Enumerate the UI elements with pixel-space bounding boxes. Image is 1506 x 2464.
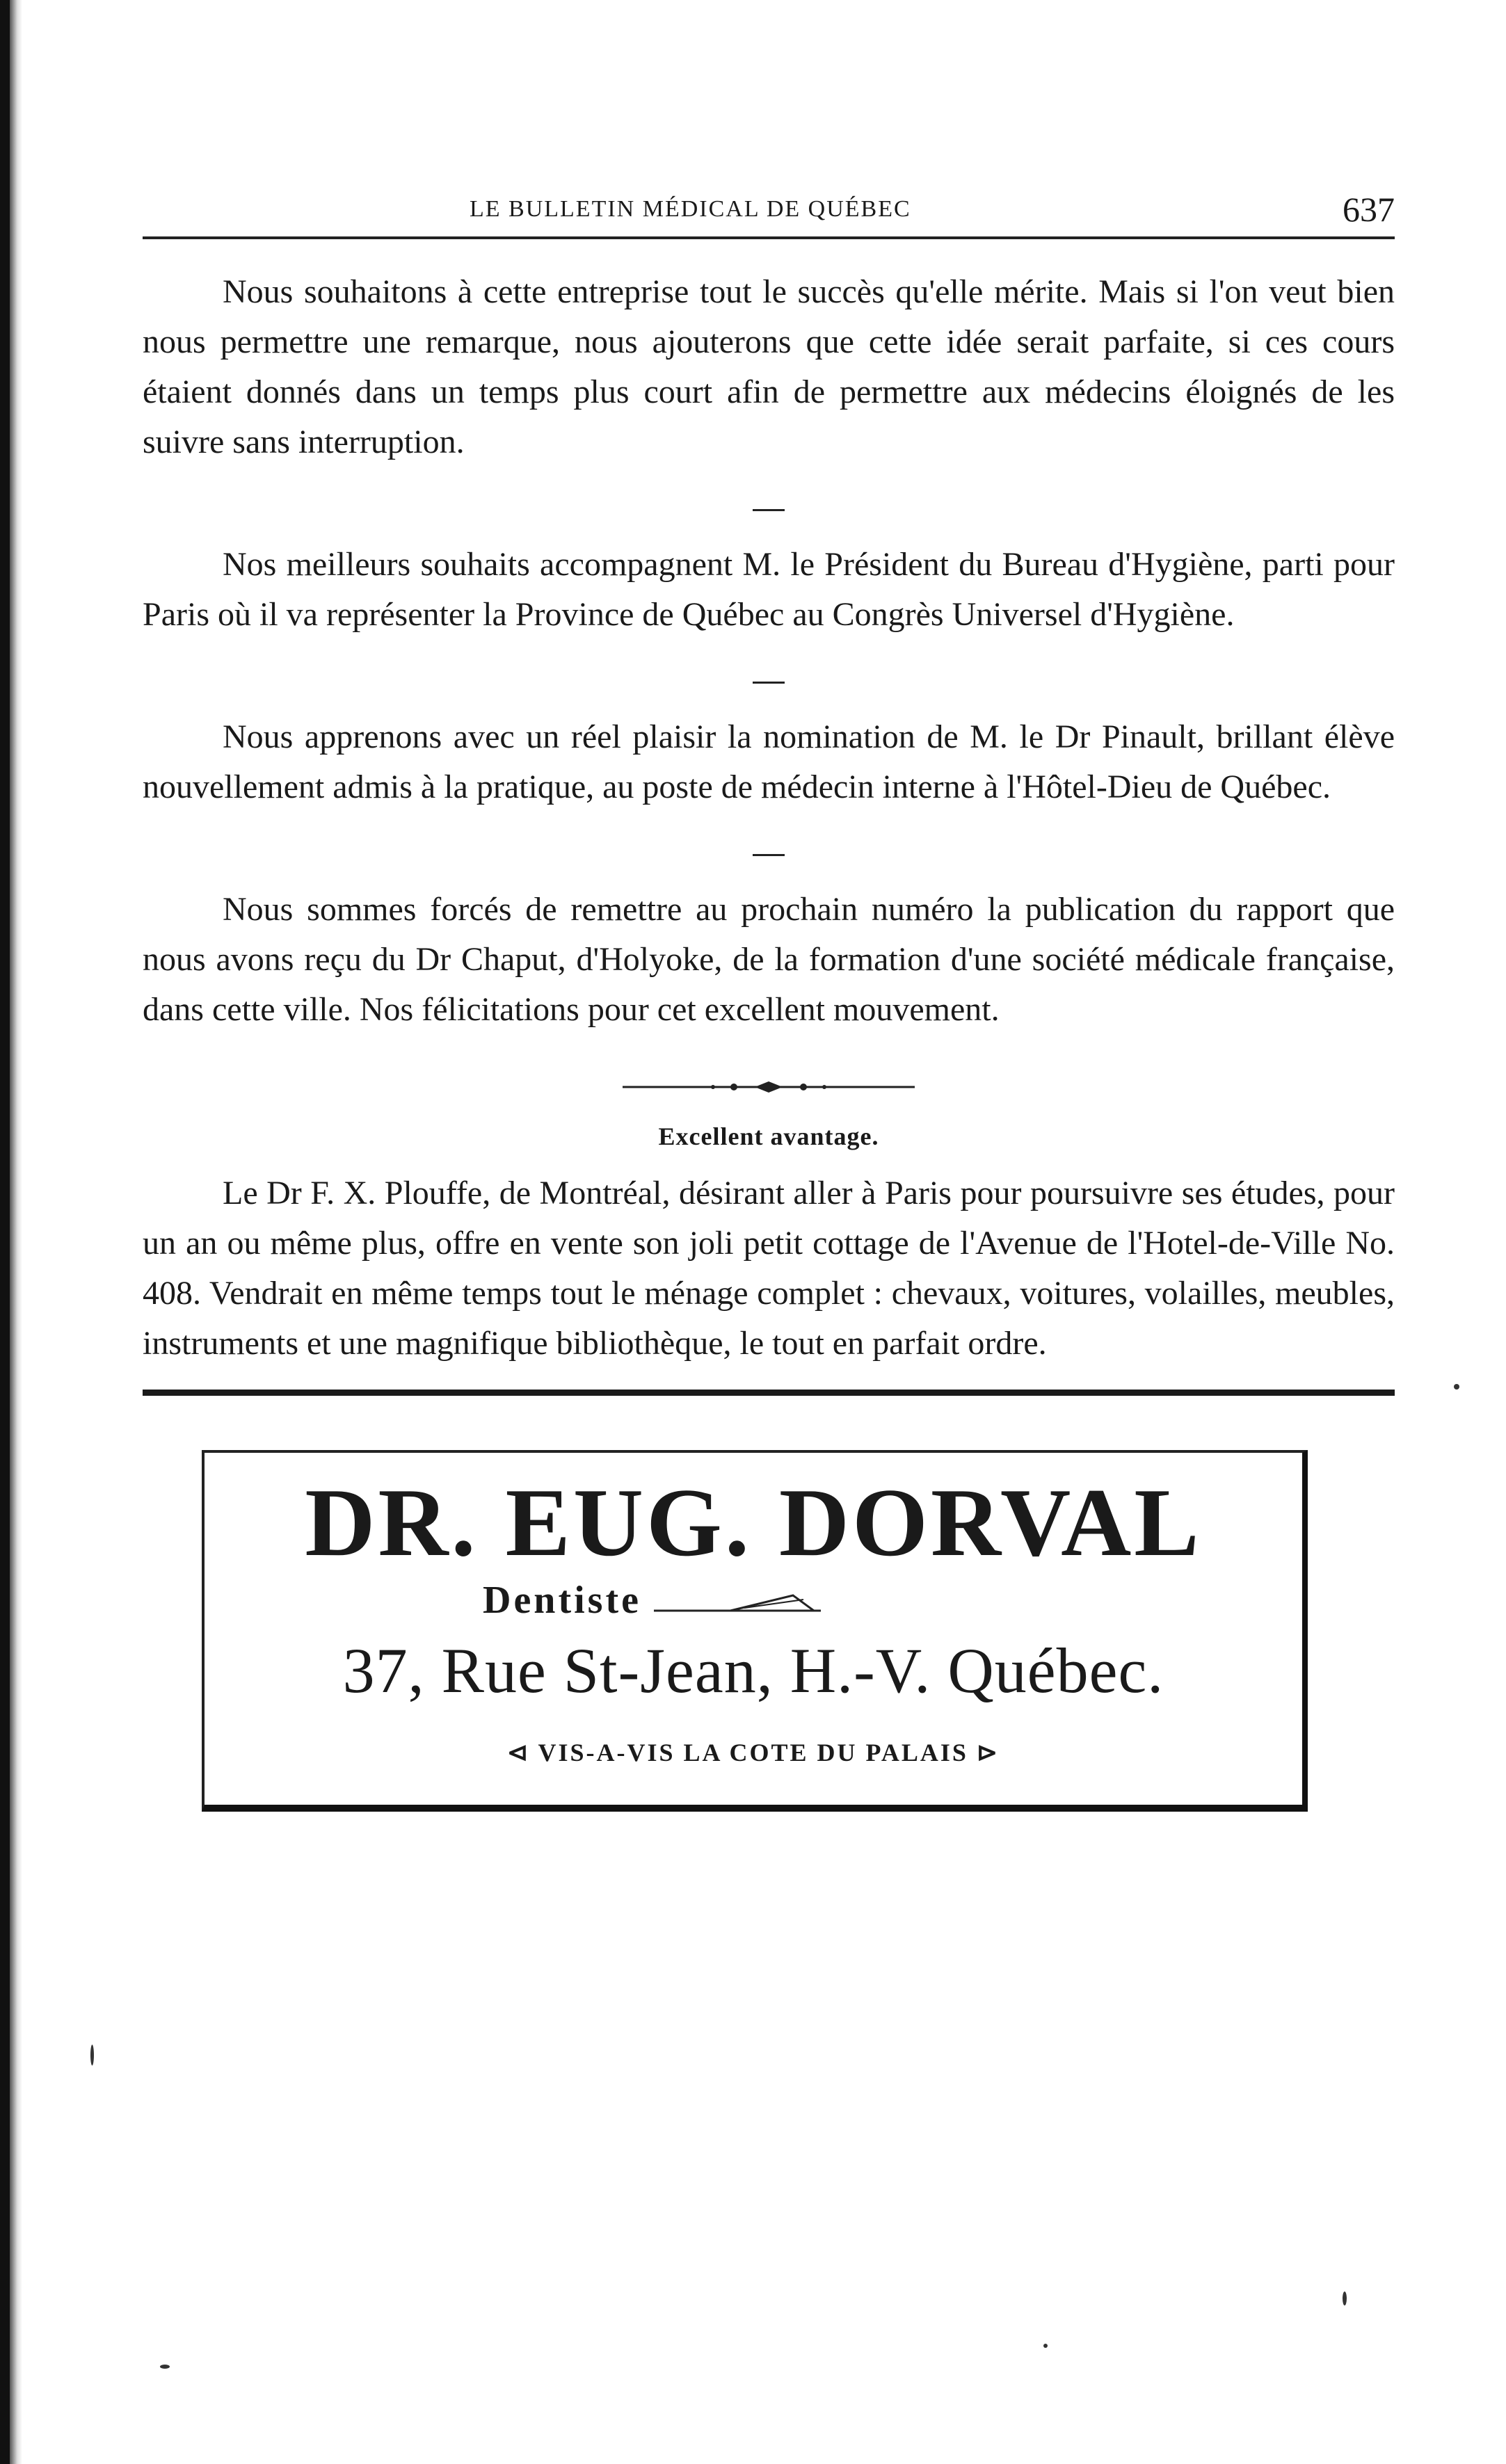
scan-binding-shadow [10, 0, 22, 2464]
advertisement-box [202, 1450, 1308, 1812]
editorial-notes [143, 267, 1395, 1035]
journal-page [143, 181, 1395, 1812]
profession-label: Dentiste [483, 1579, 641, 1622]
advertiser-tagline [205, 1738, 1302, 1767]
arrow-right-icon: ⊳ [976, 1739, 1000, 1766]
advertiser-address: 37, Rue St-Jean, H.-V. Québec. [342, 1635, 1164, 1706]
advertiser-profession [483, 1578, 821, 1622]
separator-dash [143, 661, 1395, 689]
ornament-rule-icon [623, 1077, 915, 1097]
notice-title: Excellent avantage. [658, 1122, 879, 1150]
paragraph-hygiene-congress: Nos meilleurs souhaits accompagnent M. le Président du Bureau d'Hygiène, parti pour Paris où il va représenter la Province de Québec au Congrès Universel d'Hygiène. [143, 546, 1395, 633]
running-title: LE BULLETIN MÉDICAL DE QUÉBEC [470, 196, 911, 222]
header-rule [143, 236, 1395, 239]
scan-speck [90, 2045, 94, 2066]
arrow-left-icon: ⊲ [506, 1739, 531, 1766]
scan-speck [1454, 1384, 1459, 1390]
scan-speck [160, 2365, 170, 2369]
scan-speck [1343, 2292, 1347, 2305]
ornamental-divider [143, 1077, 1395, 1101]
advertiser-name: DR. EUG. DORVAL [305, 1469, 1202, 1577]
paragraph-nomination: Nous apprenons avec un réel plaisir la nomination de M. le Dr Pinault, brillant élève nouvellement admis à la pratique, au poste de médecin interne à l'Hôtel-Dieu de Québec. [143, 718, 1395, 805]
scan-speck [1043, 2344, 1048, 2348]
tagline-text: VIS-A-VIS LA COTE DU PALAIS [538, 1739, 968, 1766]
separator-dash [143, 833, 1395, 861]
advertisement-top-rule [143, 1390, 1395, 1396]
page-number: 637 [1343, 190, 1395, 229]
notice-body: Le Dr F. X. Plouffe, de Montréal, désirant aller à Paris pour poursuivre ses études, pour un an ou même plus, offre en vente son joli petit cottage de l'Avenue de l'Hotel-de-Ville No. 408. Vendrait en même temps tout le ménage complet : chevaux, voitures, volailles, meubles, instruments et une magnifique bibliothèque, le tout en parfait ordre. [143, 1175, 1395, 1362]
paragraph-society: Nous sommes forcés de remettre au prochain numéro la publication du rapport que nous avons reçu du Dr Chaput, d'Holyoke, de la formation d'une société médicale française, dans cette ville. Nos félicitations pour cet excellent mouvement. [143, 891, 1395, 1028]
scan-binding-edge [0, 0, 10, 2464]
separator-dash [143, 488, 1395, 516]
pen-flourish-icon [654, 1590, 821, 1618]
paragraph-courses: Nous souhaitons à cette entreprise tout le succès qu'elle mérite. Mais si l'on veut bien nous permettre une remarque, nous ajouterons que cette idée serait parfaite, si ces cours étaient donnés dans un temps plus court afin de permettre aux médecins éloignés de les suivre sans interruption. [143, 273, 1395, 460]
page-header [143, 181, 1395, 236]
